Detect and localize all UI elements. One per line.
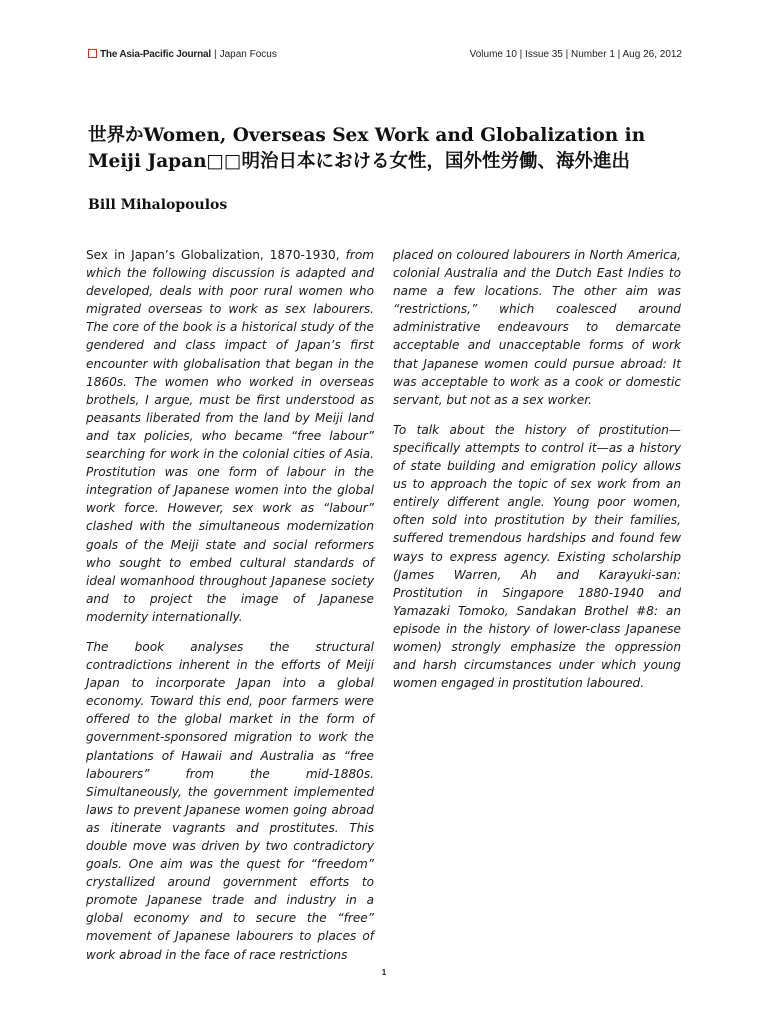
book-title-lead: Sex in Japan’s Globalization, 1870-1930,	[86, 248, 340, 262]
issue-info: Volume 10 | Issue 35 | Number 1 | Aug 26, 2012	[469, 49, 682, 60]
page-header	[88, 49, 682, 65]
journal-section: Japan Focus	[219, 49, 277, 60]
header-separator: |	[213, 49, 217, 60]
article-title: 世界かWomen, Overseas Sex Work and Globalization in Meiji Japan□□明治日本における女性，国外性労働、海外進出	[88, 125, 646, 172]
left-column	[86, 246, 374, 976]
journal-logo-icon	[88, 49, 97, 58]
journal-name: The Asia-Pacific Journal	[100, 49, 211, 60]
journal-branding	[88, 49, 277, 60]
right-column	[393, 246, 681, 704]
paragraph: To talk about the history of prostitution—specifically attempts to control it—as a history of state building and emigration policy allows us to approach the topic of sex work from an entirely different angle. Young poor women, often sold into prostitution by their families, suffered tremendous hardships and found few ways to express agency. Existing scholarship (James Warren, Ah and Karayuki-san: Prostitution in Singapore 1880-1940 and Yamazaki Tomoko, Sandakan Brothel #8: an episode in the history of lower-class Japanese women) strongly emphasize the oppression and harsh circumstances under which young women engaged in prostitution laboured.	[393, 422, 681, 691]
paragraph: The book analyses the structural contradictions inherent in the efforts of Meiji Japan to incorporate Japan into a global economy. Toward this end, poor farmers were offered to the global market in the form of government-sponsored migration to work the plantations of Hawaii and Australia as “free labourers” from the mid-1880s. Simultaneously, the government implemented laws to prevent Japanese women going abroad as itinerate vagrants and prostitutes. This double move was driven by two contradictory goals. One aim was the quest for “freedom” crystallized around government efforts to promote Japanese trade and industry in a global economy and to secure the “free” movement of Japanese labourers to places of work abroad in the face of race restrictions	[86, 639, 374, 962]
article-author: Bill Mihalopoulos	[88, 197, 228, 213]
paragraph-text: from which the following discussion is adapted and developed, deals with poor rural women who migrated overseas to work as sex labourers. The core of the book is a historical study of the gendered and class impact of Japan’s first encounter with globalisation that began in the 1860s. The women who worked in overseas brothels, I argue, must be first understood as peasants liberated from the land by Meiji land and tax policies, who became “free labour” searching for work in the colonial cities of Asia. Prostitution was one form of labour in the integration of Japanese women into the global work force. However, sex work as “labour” clashed with the simultaneous modernization goals of the Meiji state and social reformers who sought to embed cultural standards of ideal womanhood throughout Japanese society and to project the image of Japanese modernity internationally.	[86, 248, 375, 624]
paragraph: placed on coloured labourers in North America, colonial Australia and the Dutch East Indies to name a few locations. The other aim was “restrictions,” which coalesced around administrative endeavours to demarcate acceptable and unacceptable forms of work that Japanese women could pursue abroad: It was acceptable to work as a cook or domestic servant, but not as a sex worker.	[393, 248, 681, 407]
paragraph	[86, 246, 374, 626]
page-number: 1	[381, 968, 387, 977]
